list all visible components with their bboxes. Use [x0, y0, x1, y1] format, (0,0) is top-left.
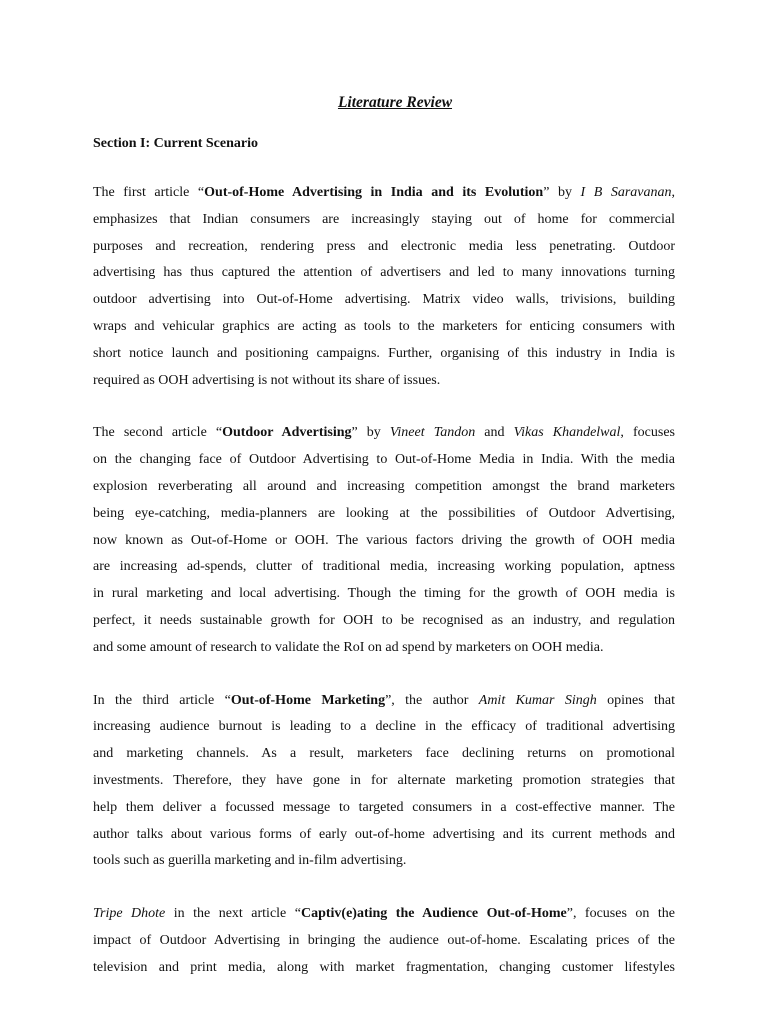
- text-line: [93, 955, 675, 982]
- text-run: opines that: [596, 692, 676, 708]
- paragraph: [93, 180, 675, 394]
- text-line: [93, 848, 675, 875]
- text-run: required as OOH advertising is not without its share of issues.: [93, 372, 441, 388]
- article-title: Out-of-Home Marketing: [230, 692, 386, 708]
- text-run: wraps and vehicular graphics are acting as tools to the marketers for enticing consumers with: [93, 318, 675, 334]
- paragraph: [93, 420, 675, 661]
- text-run: tools such as guerilla marketing and in-film advertising.: [93, 853, 407, 869]
- paragraphs: [93, 180, 675, 982]
- text-run: ”, the author: [385, 692, 479, 708]
- text-line: [93, 928, 675, 955]
- text-line: [93, 688, 675, 715]
- article-title: Out-of-Home Advertising in India and its Evolution: [204, 185, 544, 200]
- text-run: ”, focuses on the: [566, 906, 675, 922]
- text-run: emphasizes that Indian consumers are increasingly staying out of home for commercial: [93, 211, 675, 227]
- text-run: perfect, it needs sustainable growth for OOH to be recognised as an industry, and regulation: [93, 612, 675, 628]
- paragraph: [93, 901, 675, 981]
- text-line: [93, 822, 675, 849]
- text-run: ” by: [351, 425, 390, 441]
- text-run: The first article “: [93, 185, 205, 200]
- text-line: [93, 287, 675, 314]
- text-run: short notice launch and positioning campaigns. Further, organising of this industry in India is: [93, 345, 675, 361]
- text-run: on the changing face of Outdoor Advertising to Out-of-Home Media in India. With the media: [93, 452, 675, 468]
- author-name: Vikas Khandelwal: [513, 425, 621, 441]
- text-line: [93, 528, 675, 555]
- text-run: are increasing ad-spends, clutter of traditional media, increasing working population, aptness: [93, 559, 675, 575]
- text-run: impact of Outdoor Advertising in bringing the audience out-of-home. Escalating prices of the: [93, 932, 675, 948]
- text-run: in the next article “: [165, 906, 301, 922]
- text-run: now known as Out-of-Home or OOH. The various factors driving the growth of OOH media: [93, 532, 675, 548]
- text-run: being eye-catching, media-planners are looking at the possibilities of Outdoor Advertising,: [93, 505, 675, 521]
- text-run: ” by: [543, 185, 581, 200]
- text-line: [93, 420, 675, 447]
- author-name: Amit Kumar Singh: [478, 692, 597, 708]
- text-run: purposes and recreation, rendering press and electronic media less penetrating. Outdoor: [93, 238, 675, 254]
- text-line: [93, 554, 675, 581]
- text-run: author talks about various forms of early out-of-home advertising and its current methods and: [93, 826, 675, 842]
- text-run: television and print media, along with market fragmentation, changing customer lifestyles: [93, 959, 675, 975]
- text-run: outdoor advertising into Out-of-Home advertising. Matrix video walls, trivisions, building: [93, 292, 675, 308]
- author-name: Vineet Tandon: [389, 425, 476, 441]
- text-run: and some amount of research to validate the RoI on ad spend by marketers on OOH media.: [93, 639, 604, 655]
- text-run: increasing audience burnout is leading to a decline in the efficacy of traditional advertising: [93, 719, 675, 735]
- text-line: [93, 768, 675, 795]
- text-line: [93, 207, 675, 234]
- text-line: [93, 608, 675, 635]
- text-line: [93, 474, 675, 501]
- text-line: [93, 741, 675, 768]
- text-line: [93, 714, 675, 741]
- text-line: [93, 260, 675, 287]
- paragraph: [93, 688, 675, 876]
- author-name: Tripe Dhote: [93, 906, 166, 922]
- text-run: and: [475, 425, 514, 441]
- text-run: , focuses: [620, 425, 675, 441]
- text-line: [93, 635, 675, 662]
- text-run: advertising has thus captured the attention of advertisers and led to many innovations turning: [93, 265, 675, 281]
- text-line: [93, 581, 675, 608]
- author-name: I B Saravanan: [580, 185, 672, 200]
- text-run: The second article “: [93, 425, 223, 441]
- article-title: Outdoor Advertising: [222, 425, 352, 441]
- text-run: and marketing channels. As a result, marketers face declining returns on promotional: [93, 746, 675, 762]
- text-line: [93, 901, 675, 928]
- text-line: [93, 501, 675, 528]
- section-heading: Section I: Current Scenario: [93, 136, 258, 151]
- text-line: [93, 234, 675, 261]
- text-line: [93, 314, 675, 341]
- text-run: In the third article “: [93, 692, 231, 708]
- text-line: [93, 795, 675, 822]
- text-run: explosion reverberating all around and increasing competition amongst the brand marketers: [93, 478, 675, 494]
- text-line: [93, 368, 675, 395]
- text-run: ,: [671, 185, 676, 200]
- text-run: investments. Therefore, they have gone in for alternate marketing promotion strategies that: [93, 772, 675, 788]
- article-title: Captiv(e)ating the Audience Out-of-Home: [300, 906, 567, 922]
- text-run: in rural marketing and local advertising. Though the timing for the growth of OOH media is: [93, 586, 675, 602]
- text-line: [93, 341, 675, 368]
- text-line: [93, 447, 675, 474]
- document-page: [93, 92, 675, 1008]
- text-line: [93, 180, 675, 207]
- document-title: Literature Review: [337, 94, 453, 111]
- text-run: help them deliver a focussed message to targeted consumers in a cost-effective manner. The: [93, 799, 675, 815]
